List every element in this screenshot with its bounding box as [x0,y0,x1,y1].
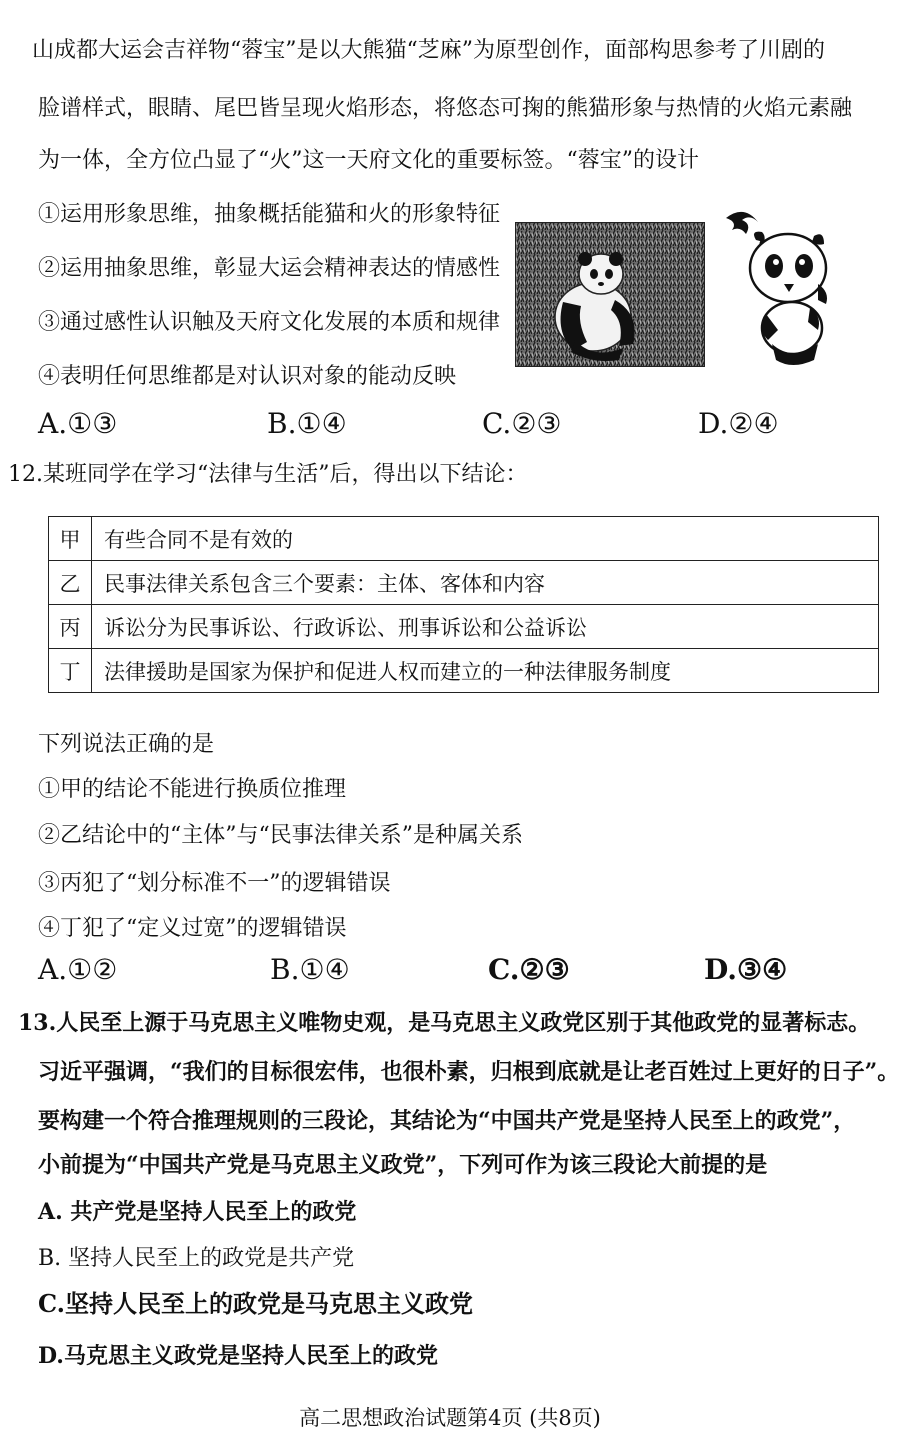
q11-item-3: ③通过感性认识触及天府文化发展的本质和规律 [38,310,501,335]
rongbao-mascot-image [706,204,836,374]
table-row [49,649,879,693]
q12-question: 下列说法正确的是 [38,732,215,757]
q12-option-b[interactable]: B.①④ [270,953,350,986]
q11-item-4: ④表明任何思维都是对认识对象的能动反映 [38,364,457,389]
q13-option-d[interactable]: D.马克思主义政党是坚持人民至上的政党 [38,1343,438,1369]
q12-item-2: ②乙结论中的“主体”与“民事法律关系”是种属关系 [38,823,523,848]
q13-option-a[interactable]: A. 共产党是坚持人民至上的政党 [38,1199,357,1225]
table-row-key: 丁 [49,649,92,693]
q12-item-4: ④丁犯了“定义过宽”的逻辑错误 [38,916,347,941]
q11-item-1: ①运用形象思维，抽象概括能猫和火的形象特征 [38,202,501,227]
q11-option-b[interactable]: B.①④ [267,407,347,440]
table-row-key: 甲 [49,517,92,561]
q12-conclusion-table [48,516,879,693]
panda-photo-image [515,222,705,367]
q11-stem-line-3: 为一体，全方位凸显了“火”这一天府文化的重要标签。“蓉宝”的设计 [38,148,699,173]
q13-stem-line-4: 小前提为“中国共产党是马克思主义政党”，下列可作为该三段论大前提的是 [38,1152,768,1178]
q11-option-a[interactable]: A.①③ [38,407,118,440]
q12-stem: 12.某班同学在学习“法律与生活”后，得出以下结论： [8,462,528,487]
q11-option-c[interactable]: C.②③ [482,407,562,440]
table-row-text: 民事法律关系包含三个要素：主体、客体和内容 [92,561,879,605]
q12-item-1: ①甲的结论不能进行换质位推理 [38,777,347,802]
table-row [49,561,879,605]
q13-option-c[interactable]: C.坚持人民至上的政党是马克思主义政党 [38,1289,474,1318]
table-row-text: 诉讼分为民事诉讼、行政诉讼、刑事诉讼和公益诉讼 [92,605,879,649]
page-footer: 高二思想政治试题第4页 (共8页) [299,1406,601,1430]
q12-option-c[interactable]: C.②③ [488,953,570,986]
table-row-key: 乙 [49,561,92,605]
q11-item-2: ②运用抽象思维，彰显大运会精神表达的情感性 [38,256,501,281]
q12-item-3: ③丙犯了“划分标准不一”的逻辑错误 [38,871,391,896]
q11-stem-line-2: 脸谱样式，眼睛、尾巴皆呈现火焰形态，将悠态可掬的熊猫形象与热情的火焰元素融 [38,96,853,121]
table-row [49,517,879,561]
table-row-key: 丙 [49,605,92,649]
table-row-text: 有些合同不是有效的 [92,517,879,561]
table-row-text: 法律援助是国家为保护和促进人权而建立的一种法律服务制度 [92,649,879,693]
table-row [49,605,879,649]
q11-stem-line-1: 山成都大运会吉祥物“蓉宝”是以大熊猫“芝麻”为原型创作，面部构思参考了川剧的 [32,38,825,63]
q13-stem-line-2: 习近平强调，“我们的目标很宏伟，也很朴素，归根到底就是让老百姓过上更好的日子”。 [38,1059,900,1085]
q13-option-b[interactable]: B. 坚持人民至上的政党是共产党 [38,1246,355,1271]
q13-stem-line-1: 13.人民至上源于马克思主义唯物史观，是马克思主义政党区别于其他政党的显著标志。 [18,1010,871,1036]
q12-option-d[interactable]: D.③④ [704,953,788,986]
q11-option-d[interactable]: D.②④ [698,407,779,440]
q12-option-a[interactable]: A.①② [38,953,118,986]
q13-stem-line-3: 要构建一个符合推理规则的三段论，其结论为“中国共产党是坚持人民至上的政党”， [38,1108,856,1134]
